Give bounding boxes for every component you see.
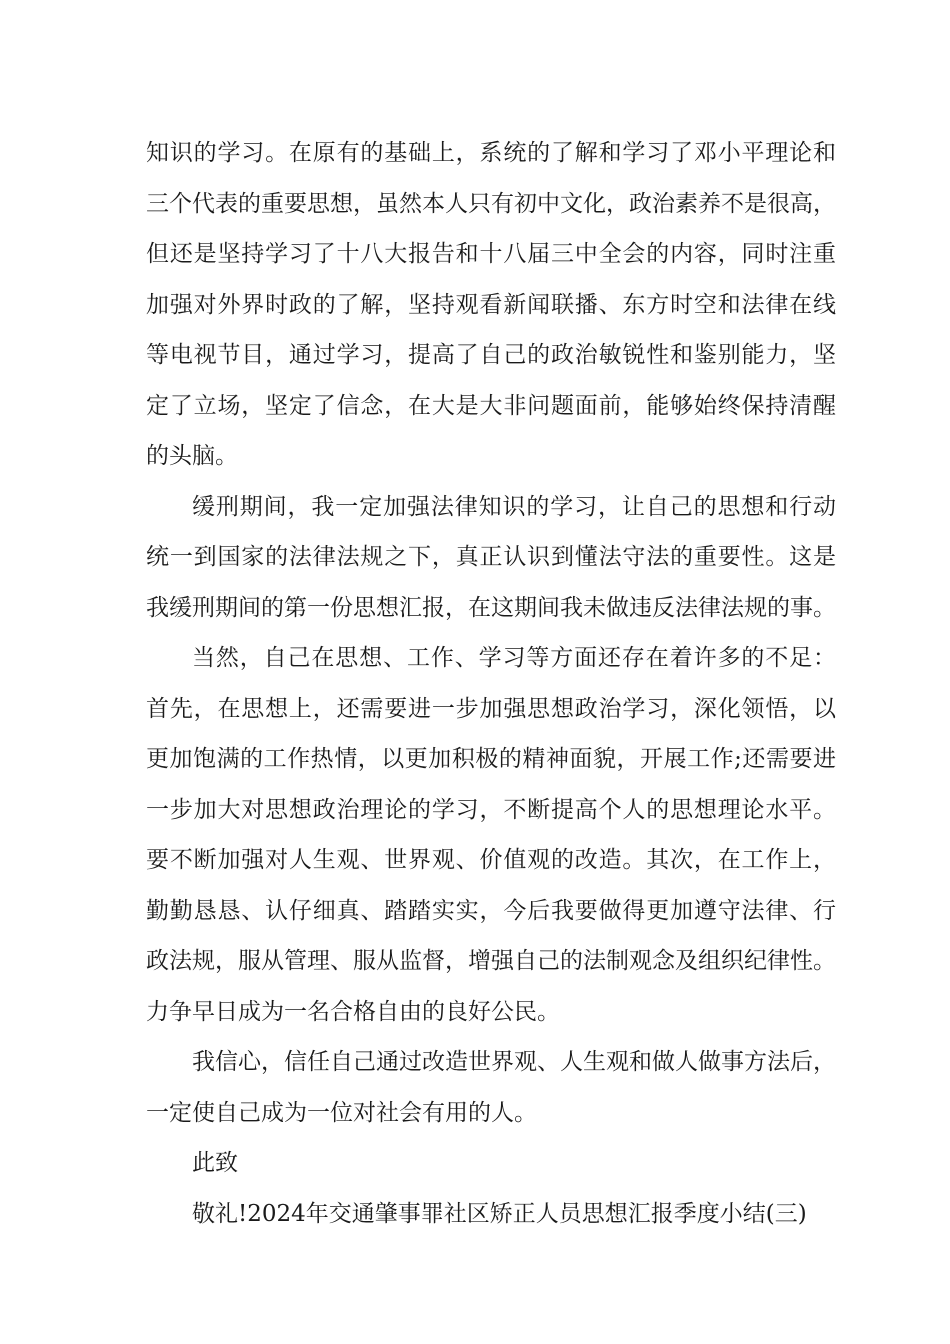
text-line: 一步加大对思想政治理论的学习，不断提高个人的思想理论水平。 xyxy=(146,796,836,823)
text-line: 首先，在思想上，还需要进一步加强思想政治学习，深化领悟，以 xyxy=(146,695,836,722)
paragraph-first-line: 当然，自己在思想、工作、学习等方面还存在着许多的不足： xyxy=(192,645,836,671)
text-line: 加强对外界时政的了解，坚持观看新闻联播、东方时空和法律在线 xyxy=(146,291,836,318)
text-line: 更加饱满的工作热情，以更加积极的精神面貌，开展工作;还需要进 xyxy=(146,746,836,772)
text-line: 定了立场，坚定了信念，在大是大非问题面前，能够始终保持清醒 xyxy=(146,392,836,419)
text-line: 统一到国家的法律法规之下，真正认识到懂法守法的重要性。这是 xyxy=(146,544,836,570)
text-line: 的头脑。 xyxy=(146,443,238,469)
text-line: 一定使自己成为一位对社会有用的人。 xyxy=(146,1099,537,1126)
paragraph-first-line: 我信心，信任自己通过改造世界观、人生观和做人做事方法后， xyxy=(192,1049,836,1075)
text-line: 力争早日成为一名合格自由的良好公民。 xyxy=(146,998,560,1025)
document-body xyxy=(146,128,836,1239)
text-line: 要不断加强对人生观、世界观、价值观的改造。其次，在工作上， xyxy=(146,847,836,873)
text-line: 三个代表的重要思想，虽然本人只有初中文化，政治素养不是很高， xyxy=(146,190,836,217)
closing-heading-line: 敬礼!2024年交通肇事罪社区矫正人员思想汇报季度小结(三) xyxy=(192,1200,807,1227)
text-line: 政法规，服从管理、服从监督，增强自己的法制观念及组织纪律性。 xyxy=(146,948,836,974)
text-line: 等电视节目，通过学习，提高了自己的政治敏锐性和鉴别能力，坚 xyxy=(146,342,836,368)
closing-salutation: 此致 xyxy=(192,1150,238,1176)
text-line: 勤勤恳恳、认仔细真、踏踏实实，今后我要做得更加遵守法律、行 xyxy=(146,897,836,924)
text-line: 但还是坚持学习了十八大报告和十八届三中全会的内容，同时注重 xyxy=(146,241,836,267)
text-line: 我缓刑期间的第一份思想汇报，在这期间我未做违反法律法规的事。 xyxy=(146,594,836,621)
text-line: 知识的学习。在原有的基础上，系统的了解和学习了邓小平理论和 xyxy=(146,140,836,166)
paragraph-first-line: 缓刑期间，我一定加强法律知识的学习，让自己的思想和行动 xyxy=(192,493,836,520)
